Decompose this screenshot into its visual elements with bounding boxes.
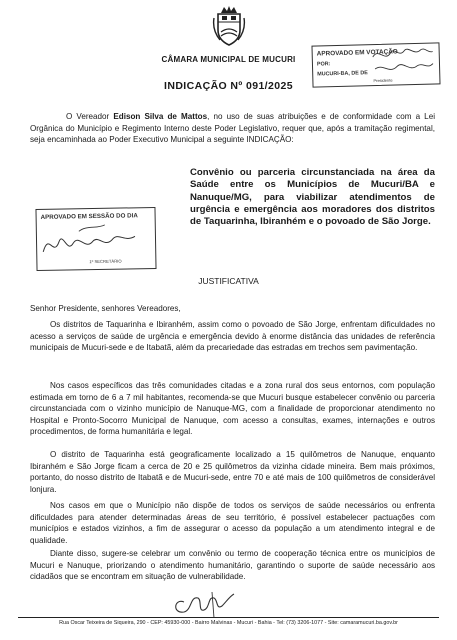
handwritten-signature-icon — [368, 43, 437, 83]
coat-of-arms-icon — [212, 4, 246, 48]
approval-stamp-top — [311, 42, 440, 87]
stamp-top-line4: Presidente — [373, 77, 393, 84]
justification-heading: JUSTIFICATIVA — [198, 276, 259, 286]
handwritten-signature-icon — [39, 220, 150, 262]
justification-paragraph: Diante disso, sugere-se celebrar um convênio ou termo de cooperação técnica entre os municípios de Mucuri e Nanuque, priorizando o atendimento humanitário, garantindo o suporte de saúde necessário aos cidadãos que se encontram em situação de vulnerabilidade. — [30, 549, 435, 582]
stamp-top-line1: APROVADO EM VOTAÇÃO — [316, 48, 398, 58]
intro-text-before: O Vereador — [66, 112, 114, 121]
justification-paragraph: Nos casos específicos das três comunidades citadas e a zona rural dos seus entornos, com população estimada em torno de 6 a 7 mil habitantes, recomenda-se que Mucuri busque estabelecer convênio ou parceria circunstanciada com o vizinho município de Nanuque-MG, com a finalidade de proporcionar atendimento no Hospital e Pronto-Socorro Municipal de Nanuque, com acesso a consultas, exames, internações e outros procedimentos, de forma humanitária e legal. — [30, 381, 435, 437]
justification-paragraph: Nos casos em que o Município não dispõe de todos os serviços de saúde necessários ou enfrenta dificuldades para atender determinadas áreas de seu território, é possível estabelecer pactuações com municípios e estados vizinhos, a fim de assegurar o acesso da população a um atendimento integral e de qualidade. — [30, 501, 435, 545]
greeting: Senhor Presidente, senhores Vereadores, — [30, 304, 181, 313]
footer-divider — [18, 617, 439, 618]
justification-paragraph: Os distritos de Taquarinha e Ibiranhém, assim como o povoado de São Jorge, enfrentam dificuldades no acesso a serviços de saúde de urgência e emergência devido à enorme distância das unidades de referência municipais de Mucuri-sede e de Itabatã, além da precariedade das estradas em trechos sem pavimentação. — [30, 320, 435, 353]
indication-text: Convênio ou parceria circunstanciada na área da Saúde entre os Municípios de Mucuri/BA e Nanuque/MG, para viabilizar atendimentos de urgência e emergência aos moradores dos distritos de Taquarinha, Ibiranhém e o povoado de São Jorge. — [190, 167, 435, 228]
intro-text-after: , no uso de suas atribuições e de conformidade com a Lei Orgânica do Município e Regimento Interno deste Poder Legislativo, requer que, após a tramitação regimental, seja encaminhada ao Poder Executivo Municipal a seguinte INDICAÇÃO: — [30, 112, 435, 145]
approval-stamp-left — [35, 207, 156, 271]
stamp-top-line2: POR: — [316, 61, 331, 68]
footer-address: Rua Oscar Teixeira de Siqueira, 290 - CEP: 45930-000 - Bairro Malvinas - Mucuri - Bahia - Tel: (73) 3206-1077 - Site: camaramucuri.ba.gov.br — [59, 620, 398, 626]
stamp-left-line2: 1º SECRETÁRIO — [89, 258, 122, 265]
councilor-name: Edison Silva de Mattos — [113, 112, 208, 121]
intro-paragraph — [30, 111, 435, 146]
justification-paragraph: O distrito de Taquarinha está geograficamente localizado a 15 quilômetros de Nanuque, enquanto Ibiranhém e São Jorge ficam a cerca de 20 e 25 quilômetros da vizinha cidade mineira. Bem mais próximos, portanto, do nosso distrito de Itabatã e de Mucuri-sede, entre 70 e até mais de 100 quilômetros de considerável lonjura. — [30, 450, 435, 494]
document-title: INDICAÇÃO Nº 091/2025 — [164, 80, 293, 92]
stamp-left-line1: APROVADO EM SESSÃO DO DIA — [40, 212, 138, 221]
chamber-name: CÂMARA MUNICIPAL DE MUCURI — [161, 55, 296, 64]
stamp-top-line3: MUCURI-BA, DE DE — [317, 70, 368, 78]
